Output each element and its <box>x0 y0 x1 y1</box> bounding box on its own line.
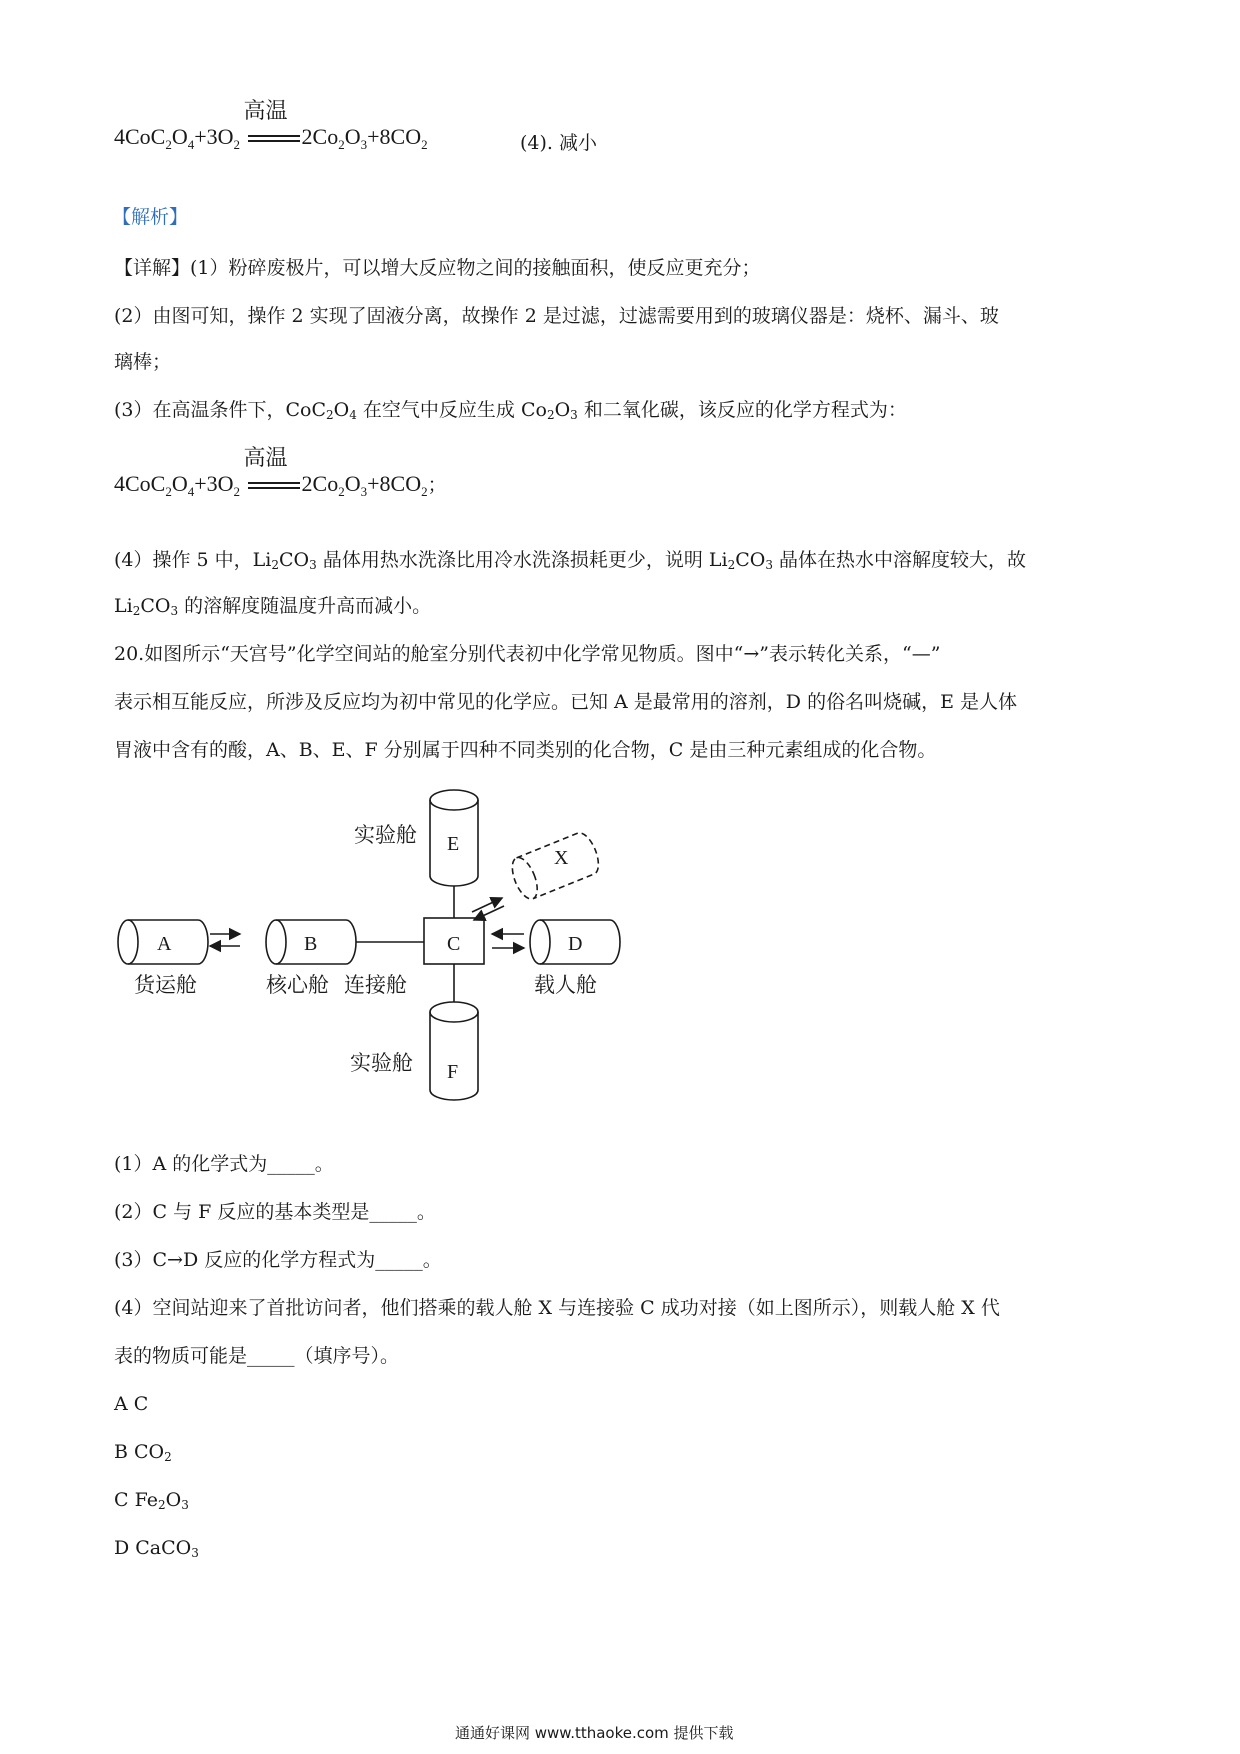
detail-p1: 【详解】(1）粉碎废极片，可以增大反应物之间的接触面积，使反应更充分； <box>114 257 761 279</box>
label-connector: 连接舱 <box>344 973 407 997</box>
detail-p4-line1: (4）操作 5 中，$Li_2CO_3$ 晶体用热水洗涤比用冷水洗涤损耗更少，说明 $Li_2CO_3$ 晶体在热水中溶解度较大，故 <box>114 549 1027 572</box>
option-a: A C <box>114 1393 149 1415</box>
detail-p2-line1: (2）由图可知，操作 2 实现了固液分离，故操作 2 是过滤，过滤需要用到的玻璃仪器是：烧杯、漏斗、玻 <box>114 305 999 327</box>
sub-question-2: (2）C 与 F 反应的基本类型是_____。 <box>114 1201 436 1223</box>
node-c-label: C <box>447 933 461 955</box>
answer-equation-2: $4CoC_2O_4+3O_2$ 高温 $2Co_2O_3+8CO_2$； <box>114 470 447 497</box>
page-footer: 通通好课网 www.tthaoke.com 提供下载 <box>455 1724 734 1742</box>
node-e-label: E <box>447 833 460 855</box>
sub-question-1: (1）A 的化学式为_____。 <box>114 1153 334 1175</box>
reaction-condition: 高温 <box>243 445 288 471</box>
label-crew: 载人舱 <box>534 973 597 997</box>
label-lab-top: 实验舱 <box>354 823 417 847</box>
reaction-equals-sign <box>243 445 300 497</box>
detail-p4-line2: $Li_2CO_3$ 的溶解度随温度升高而减小。 <box>114 595 432 618</box>
answer-4: (4). 减小 <box>520 132 597 154</box>
sub-question-4-line1: (4）空间站迎来了首批访问者，他们搭乘的载人舱 X 与连接验 C 成功对接（如上图所示），则载人舱 X 代 <box>114 1297 1000 1319</box>
reaction-condition: 高温 <box>243 98 288 124</box>
detail-p3: (3）在高温条件下，$CoC_2O_4$ 在空气中反应生成 $Co_2O_3$ 和二氧化碳，该反应的化学方程式为： <box>114 399 907 422</box>
option-d: D CaCO$_3$ <box>114 1537 199 1560</box>
analysis-heading: 【解析】 <box>112 206 189 228</box>
sub-question-4-line2: 表的物质可能是_____（填序号）。 <box>114 1345 400 1367</box>
node-f-label: F <box>447 1061 459 1083</box>
reaction-equals-sign <box>243 98 300 150</box>
label-core: 核心舱 <box>266 973 329 997</box>
node-a-label: A <box>157 933 172 955</box>
question20-line3: 胃液中含有的酸，A、B、E、F 分别属于四种不同类别的化合物，C 是由三种元素组成的化合物。 <box>114 739 937 761</box>
option-b: B $CO_2$ <box>114 1441 172 1464</box>
cylinder-f <box>430 1002 478 1100</box>
question20-line1: 20.如图所示“天宫号”化学空间站的舱室分别代表初中化学常见物质。图中“→”表示转化关系，“—” <box>114 643 941 665</box>
space-station-diagram <box>110 780 670 1130</box>
label-lab-bottom: 实验舱 <box>350 1051 413 1075</box>
label-cargo: 货运舱 <box>134 973 197 997</box>
node-d-label: D <box>568 933 583 955</box>
option-c: C $Fe_2O_3$ <box>114 1489 189 1512</box>
sub-question-3: (3）C→D 反应的化学方程式为_____。 <box>114 1249 442 1271</box>
detail-p2-line2: 璃棒； <box>114 351 172 373</box>
answer-equation-1: $4CoC_2O_4+3O_2$ 高温 $2Co_2O_3+8CO_2$ <box>114 124 428 150</box>
question20-line2: 表示相互能反应，所涉及反应均为初中常见的化学应。已知 A 是最常用的溶剂，D 的俗名叫烧碱，E 是人体 <box>114 691 1017 713</box>
node-b-label: B <box>304 933 318 955</box>
node-x-label: X <box>554 847 569 869</box>
